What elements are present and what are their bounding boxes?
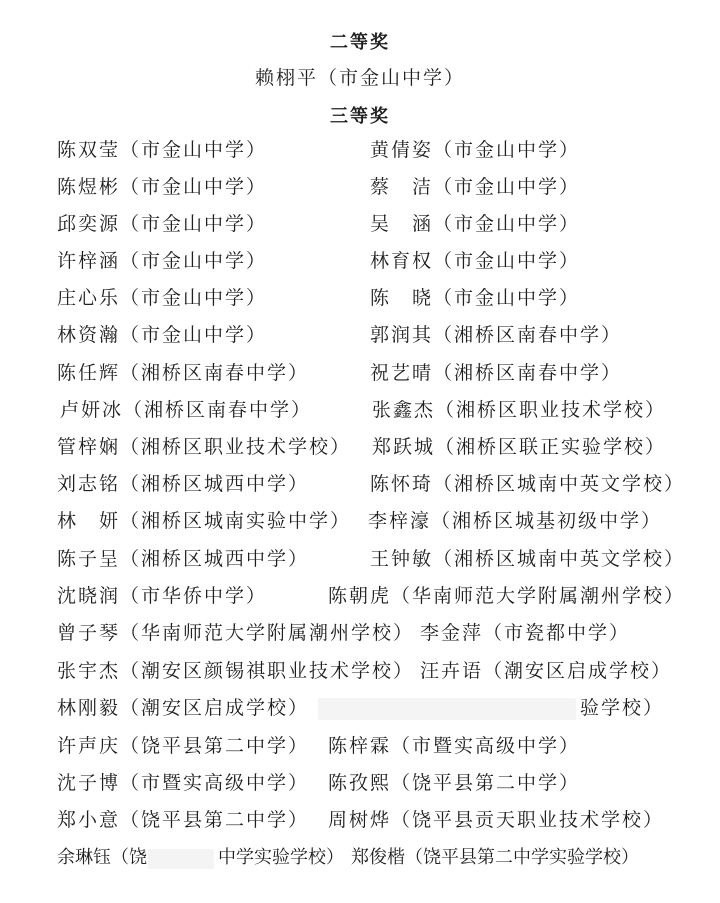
second-prize-heading: 二等奖 [330, 32, 390, 53]
winner-entry: 刘志铭（湘桥区城西中学） [57, 473, 310, 495]
winner-entry: 李梓濠（湘桥区城基初级中学） [368, 510, 663, 532]
winner-entry: 蔡 洁（市金山中学） [370, 176, 581, 198]
winner-entry: 陈双莹（市金山中学） [57, 139, 268, 161]
winner-entry: 林资瀚（市金山中学） [57, 324, 268, 346]
winner-entry: 张宇杰（潮安区颜锡祺职业技术学校） [57, 660, 415, 682]
winner-entry: 许声庆（饶平县第二中学） [57, 735, 310, 757]
winner-entry: 黄倩姿（市金山中学） [370, 139, 581, 161]
winner-entry: 林刚毅（潮安区启成学校） [57, 697, 310, 719]
second-prize-winner: 赖栩平（市金山中学） [254, 67, 465, 89]
winner-entry: 管梓娴（湘桥区职业技术学校） [57, 436, 352, 458]
winner-entry: 张鑫杰（湘桥区职业技术学校） [372, 399, 667, 421]
winner-entry: 林 妍（湘桥区城南实验中学） [57, 510, 352, 532]
obscured-region [318, 698, 576, 720]
winner-entry: 邱奕源（市金山中学） [57, 213, 268, 235]
winner-entry: 陈怀琦（湘桥区城南中英文学校） [370, 473, 686, 495]
winner-entry: 许梓涵（市金山中学） [57, 250, 268, 272]
winner-entry: 林育权（市金山中学） [370, 250, 581, 272]
winner-entry: 吴 涵（市金山中学） [370, 213, 581, 235]
winner-entry: 祝艺晴（湘桥区南春中学） [370, 362, 623, 384]
winner-entry: 卢妍冰（湘桥区南春中学） [60, 399, 313, 421]
winner-entry: 周树烨（饶平县贡天职业技术学校） [328, 809, 665, 831]
winner-entry: 王钟敏（湘桥区城南中英文学校） [370, 548, 686, 570]
winner-entry: 陈孜熙（饶平县第二中学） [328, 772, 581, 794]
winner-entry: 陈任辉（湘桥区南春中学） [57, 362, 310, 384]
winner-entry: 陈子呈（湘桥区城西中学） [57, 548, 310, 570]
winner-entry: 郑小意（饶平县第二中学） [57, 809, 310, 831]
winner-entry: 陈 晓（市金山中学） [370, 287, 581, 309]
winner-entry-partial: 中学实验学校） [218, 847, 344, 868]
winner-entry: 陈煜彬（市金山中学） [57, 176, 268, 198]
winner-entry: 庄心乐（市金山中学） [57, 287, 268, 309]
winner-entry: 陈梓霖（市暨实高级中学） [328, 735, 581, 757]
obscured-region [148, 849, 214, 869]
winner-entry: 郑跃城（湘桥区联正实验学校） [372, 436, 667, 458]
winner-entry-partial: 余琳钰（饶 [57, 847, 147, 868]
winner-entry: 陈朝虎（华南师范大学附属潮州学校） [328, 585, 686, 607]
winner-entry: 郭润其（湘桥区南春中学） [370, 324, 623, 346]
winner-entry: 曾子琴（华南师范大学附属潮州学校） [57, 622, 415, 644]
winner-entry: 李金萍（市瓷都中学） [420, 622, 631, 644]
winner-entry: 沈晓润（市华侨中学） [57, 585, 268, 607]
winner-entry: 沈子博（市暨实高级中学） [57, 772, 310, 794]
third-prize-heading: 三等奖 [330, 106, 390, 127]
winner-entry: 郑俊楷（饶平县第二中学实验学校） [351, 847, 639, 868]
winner-entry-partial: 验学校） [580, 697, 665, 719]
winner-entry: 汪卉语（潮安区启成学校） [420, 660, 673, 682]
